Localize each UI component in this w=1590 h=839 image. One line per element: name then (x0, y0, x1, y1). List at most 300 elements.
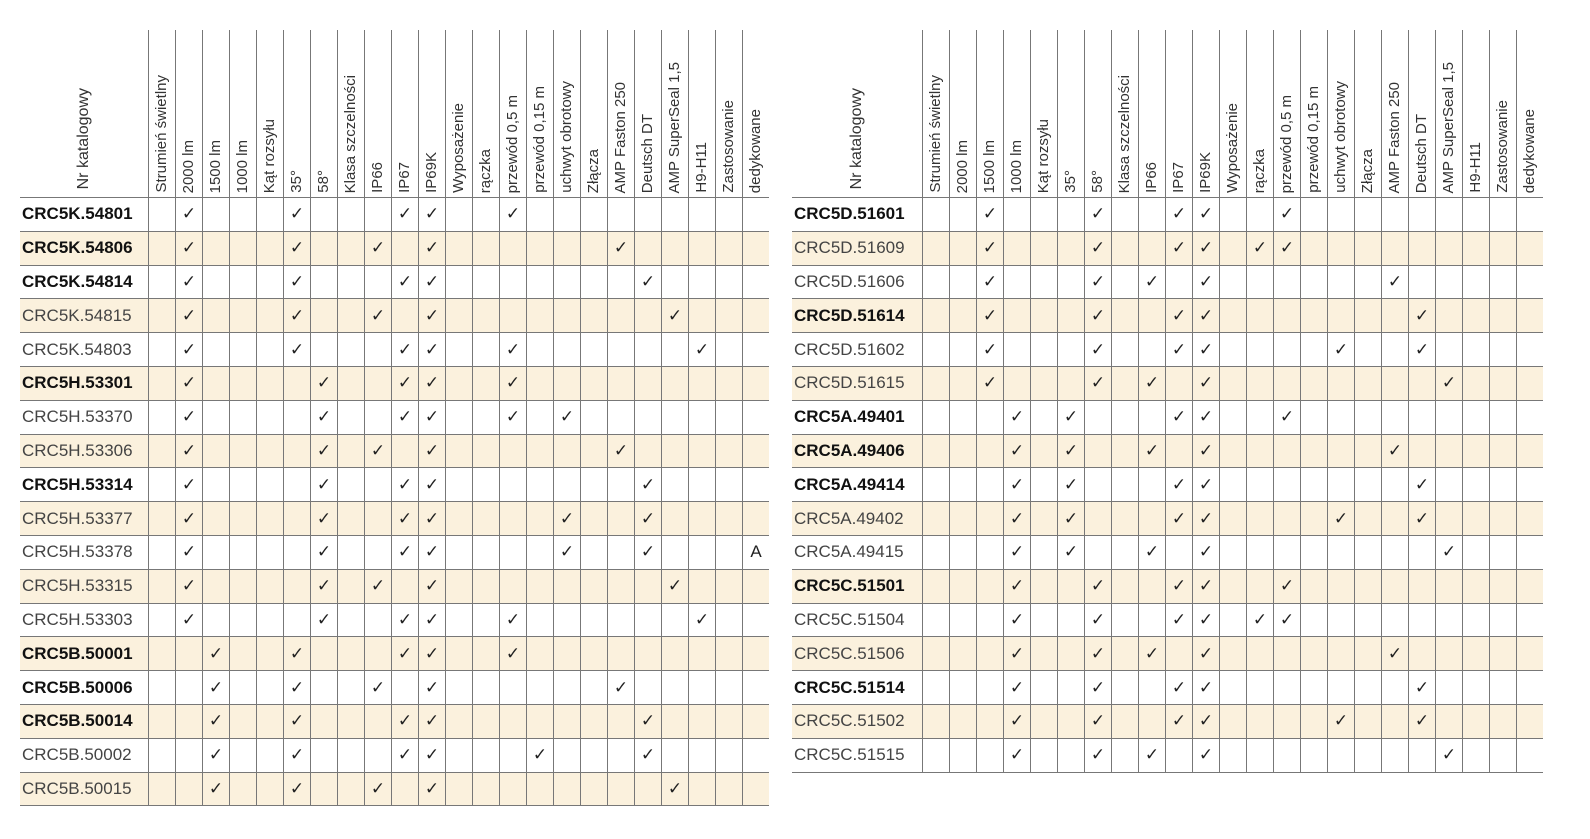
empty-cell (472, 738, 499, 772)
empty-cell (949, 535, 976, 569)
empty-cell (337, 569, 364, 603)
empty-cell (607, 400, 634, 434)
column-header (229, 30, 256, 197)
empty-cell (1327, 265, 1354, 299)
empty-cell (337, 704, 364, 738)
check-mark-58: ✓ (1084, 569, 1111, 603)
check-mark-1500-lm: ✓ (976, 265, 1003, 299)
empty-cell (976, 603, 1003, 637)
check-mark-ip66: ✓ (1138, 738, 1165, 772)
empty-cell (472, 772, 499, 806)
empty-cell (1219, 704, 1246, 738)
check-mark-przew-d-0-15-m: ✓ (526, 738, 553, 772)
empty-cell (175, 704, 202, 738)
empty-cell (1408, 366, 1435, 400)
check-mark-58: ✓ (1084, 603, 1111, 637)
empty-cell (715, 636, 742, 670)
check-mark-uchwyt-obrotowy: ✓ (1327, 704, 1354, 738)
empty-cell (607, 603, 634, 637)
table-row (792, 603, 1543, 637)
empty-cell (715, 265, 742, 299)
empty-cell (607, 636, 634, 670)
empty-cell (229, 366, 256, 400)
empty-cell (1219, 298, 1246, 332)
empty-cell (580, 569, 607, 603)
column-header-label: 35° (1062, 170, 1079, 193)
check-mark-35: ✓ (283, 772, 310, 806)
empty-cell (922, 265, 949, 299)
empty-cell (445, 603, 472, 637)
catalog-number: CRC5B.50001 (20, 636, 148, 670)
column-header-label: AMP Faston 250 (612, 81, 629, 193)
empty-cell (580, 400, 607, 434)
empty-cell (391, 569, 418, 603)
check-mark-amp-faston-250: ✓ (1381, 265, 1408, 299)
empty-cell (499, 704, 526, 738)
empty-cell (1462, 197, 1489, 231)
check-mark-ip69k: ✓ (418, 501, 445, 535)
column-header-label: Strumień świetlny (927, 75, 944, 193)
check-mark-ip69k: ✓ (418, 636, 445, 670)
empty-cell (607, 366, 634, 400)
empty-cell (1057, 636, 1084, 670)
empty-cell (1516, 535, 1543, 569)
empty-cell (1516, 197, 1543, 231)
empty-cell (499, 298, 526, 332)
empty-cell (634, 434, 661, 468)
empty-cell (949, 197, 976, 231)
empty-cell (949, 366, 976, 400)
column-header-label: Klasa szczelności (1116, 74, 1133, 193)
empty-cell (1408, 400, 1435, 434)
check-mark-1500-lm: ✓ (202, 738, 229, 772)
empty-cell (148, 231, 175, 265)
check-mark-przew-d-0-5-m: ✓ (499, 197, 526, 231)
catalog-number: CRC5H.53303 (20, 603, 148, 637)
empty-cell (1408, 738, 1435, 772)
empty-cell (229, 704, 256, 738)
empty-cell (1489, 332, 1516, 366)
check-mark-ip66: ✓ (364, 569, 391, 603)
column-header-label: uchwyt obrotowy (558, 81, 575, 193)
empty-cell (661, 197, 688, 231)
table-row (20, 231, 769, 265)
empty-cell (634, 569, 661, 603)
empty-cell (949, 298, 976, 332)
empty-cell (310, 738, 337, 772)
check-mark-przew-d-0-5-m: ✓ (1273, 231, 1300, 265)
empty-cell (364, 366, 391, 400)
empty-cell (472, 400, 499, 434)
column-header-label: rączka (477, 148, 494, 193)
table-row (792, 400, 1543, 434)
column-header-label: przewód 0,15 m (1305, 86, 1322, 193)
table-row (792, 265, 1543, 299)
empty-cell (742, 501, 769, 535)
column-header-label: AMP SuperSeal 1,5 (666, 61, 683, 193)
empty-cell (1462, 738, 1489, 772)
empty-cell (1381, 366, 1408, 400)
catalog-number: CRC5K.54815 (20, 298, 148, 332)
empty-cell (922, 434, 949, 468)
empty-cell (949, 467, 976, 501)
empty-cell (1057, 332, 1084, 366)
column-header (472, 30, 499, 197)
check-mark-ip69k: ✓ (418, 467, 445, 501)
empty-cell (1516, 400, 1543, 434)
empty-cell (634, 298, 661, 332)
column-header-label: Deutsch DT (639, 113, 656, 193)
empty-cell (1381, 535, 1408, 569)
empty-cell (1246, 265, 1273, 299)
check-mark-ip67: ✓ (391, 366, 418, 400)
empty-cell (580, 231, 607, 265)
empty-cell (283, 569, 310, 603)
check-mark-1000-lm: ✓ (1003, 535, 1030, 569)
empty-cell (742, 197, 769, 231)
empty-cell (1111, 636, 1138, 670)
empty-cell (256, 569, 283, 603)
empty-cell (607, 738, 634, 772)
check-mark-ip69k: ✓ (1192, 366, 1219, 400)
empty-cell (1219, 197, 1246, 231)
column-header (1057, 30, 1084, 197)
empty-cell (1030, 535, 1057, 569)
empty-cell (1030, 569, 1057, 603)
empty-cell (1273, 670, 1300, 704)
empty-cell (634, 636, 661, 670)
empty-cell (1327, 535, 1354, 569)
empty-cell (607, 704, 634, 738)
empty-cell (256, 535, 283, 569)
check-mark-ip67: ✓ (391, 636, 418, 670)
empty-cell (1300, 231, 1327, 265)
column-header (922, 30, 949, 197)
check-mark-58: ✓ (1084, 366, 1111, 400)
empty-cell (1246, 298, 1273, 332)
empty-cell (1246, 569, 1273, 603)
empty-cell (1435, 332, 1462, 366)
empty-cell (688, 535, 715, 569)
empty-cell (634, 400, 661, 434)
empty-cell (499, 231, 526, 265)
empty-cell (256, 467, 283, 501)
empty-cell (1003, 332, 1030, 366)
check-mark-1500-lm: ✓ (202, 636, 229, 670)
check-mark-ip69k: ✓ (1192, 400, 1219, 434)
empty-cell (1003, 366, 1030, 400)
check-mark-ip66: ✓ (1138, 434, 1165, 468)
empty-cell (1516, 636, 1543, 670)
empty-cell (688, 366, 715, 400)
check-mark-58: ✓ (310, 366, 337, 400)
empty-cell (1354, 434, 1381, 468)
empty-cell (310, 231, 337, 265)
check-mark-58: ✓ (1084, 265, 1111, 299)
empty-cell (1030, 636, 1057, 670)
product-table-left (20, 30, 769, 806)
empty-cell (1273, 366, 1300, 400)
empty-cell (1138, 400, 1165, 434)
empty-cell (283, 467, 310, 501)
check-mark-1000-lm: ✓ (1003, 670, 1030, 704)
empty-cell (337, 265, 364, 299)
empty-cell (1408, 569, 1435, 603)
empty-cell (715, 670, 742, 704)
column-header (949, 30, 976, 197)
empty-cell (949, 501, 976, 535)
empty-cell (229, 603, 256, 637)
check-mark-1000-lm: ✓ (1003, 569, 1030, 603)
empty-cell (526, 366, 553, 400)
empty-cell (256, 434, 283, 468)
empty-cell (1354, 231, 1381, 265)
empty-cell (1273, 265, 1300, 299)
table-bottom-border (792, 772, 1543, 773)
check-mark-58: ✓ (310, 501, 337, 535)
column-header-label: AMP Faston 250 (1386, 81, 1403, 193)
empty-cell (1462, 400, 1489, 434)
empty-cell (1381, 603, 1408, 637)
empty-cell (1111, 535, 1138, 569)
empty-cell (1219, 332, 1246, 366)
empty-cell (1381, 738, 1408, 772)
empty-cell (256, 197, 283, 231)
empty-cell (337, 231, 364, 265)
empty-cell (1273, 501, 1300, 535)
check-mark-ip69k: ✓ (418, 298, 445, 332)
empty-cell (1462, 569, 1489, 603)
empty-cell (1327, 467, 1354, 501)
empty-cell (688, 569, 715, 603)
check-mark-ip69k: ✓ (418, 603, 445, 637)
empty-cell (472, 231, 499, 265)
catalog-number: CRC5C.51515 (792, 738, 922, 772)
empty-cell (1408, 434, 1435, 468)
empty-cell (1300, 636, 1327, 670)
empty-cell (1408, 535, 1435, 569)
column-header (445, 30, 472, 197)
check-mark-1000-lm: ✓ (1003, 603, 1030, 637)
empty-cell (688, 197, 715, 231)
empty-cell (1057, 265, 1084, 299)
empty-cell (580, 298, 607, 332)
empty-cell (445, 704, 472, 738)
empty-cell (337, 738, 364, 772)
empty-cell (661, 535, 688, 569)
catalog-number: CRC5B.50014 (20, 704, 148, 738)
empty-cell (337, 197, 364, 231)
catalog-number: CRC5A.49415 (792, 535, 922, 569)
check-mark-35: ✓ (1057, 467, 1084, 501)
empty-cell (310, 265, 337, 299)
empty-cell (202, 569, 229, 603)
column-header-label: 2000 lm (954, 139, 971, 193)
empty-cell (634, 366, 661, 400)
check-mark-deutsch-dt: ✓ (634, 738, 661, 772)
empty-cell (1219, 738, 1246, 772)
check-mark-58: ✓ (1084, 636, 1111, 670)
empty-cell (1300, 298, 1327, 332)
empty-cell (337, 434, 364, 468)
check-mark-1500-lm: ✓ (202, 670, 229, 704)
column-header (310, 30, 337, 197)
empty-cell (1516, 467, 1543, 501)
empty-cell (1327, 603, 1354, 637)
empty-cell (1057, 738, 1084, 772)
empty-cell (553, 434, 580, 468)
table-row (792, 535, 1543, 569)
empty-cell (949, 704, 976, 738)
check-mark-58: ✓ (1084, 231, 1111, 265)
check-mark-2000-lm: ✓ (175, 332, 202, 366)
empty-cell (1408, 197, 1435, 231)
check-mark-ip69k: ✓ (1192, 501, 1219, 535)
empty-cell (256, 265, 283, 299)
catalog-number: CRC5D.51609 (792, 231, 922, 265)
column-header (1165, 30, 1192, 197)
check-mark-58: ✓ (310, 467, 337, 501)
catalog-number: CRC5C.51501 (792, 569, 922, 603)
column-header (607, 30, 634, 197)
check-mark-deutsch-dt: ✓ (634, 501, 661, 535)
empty-cell (553, 231, 580, 265)
empty-cell (553, 467, 580, 501)
check-mark-ip69k: ✓ (418, 197, 445, 231)
column-header (391, 30, 418, 197)
empty-cell (229, 298, 256, 332)
empty-cell (715, 535, 742, 569)
empty-cell (229, 197, 256, 231)
check-mark-35: ✓ (283, 298, 310, 332)
empty-cell (715, 197, 742, 231)
empty-cell (661, 467, 688, 501)
empty-cell (1057, 366, 1084, 400)
empty-cell (391, 231, 418, 265)
empty-cell (1435, 704, 1462, 738)
empty-cell (1111, 197, 1138, 231)
empty-cell (1165, 265, 1192, 299)
empty-cell (1327, 400, 1354, 434)
catalog-number: CRC5H.53378 (20, 535, 148, 569)
empty-cell (715, 772, 742, 806)
empty-cell (1300, 265, 1327, 299)
column-header (1381, 30, 1408, 197)
check-mark-przew-d-0-5-m: ✓ (1273, 197, 1300, 231)
empty-cell (202, 197, 229, 231)
empty-cell (922, 298, 949, 332)
empty-cell (1516, 569, 1543, 603)
empty-cell (472, 636, 499, 670)
check-mark-ip67: ✓ (1165, 603, 1192, 637)
catalog-number: CRC5D.51602 (792, 332, 922, 366)
empty-cell (526, 298, 553, 332)
check-mark-deutsch-dt: ✓ (1408, 298, 1435, 332)
empty-cell (283, 603, 310, 637)
empty-cell (1327, 298, 1354, 332)
check-mark-amp-superseal-1-5: ✓ (661, 772, 688, 806)
check-mark-ip69k: ✓ (1192, 603, 1219, 637)
empty-cell (688, 738, 715, 772)
empty-cell (949, 670, 976, 704)
empty-cell (1489, 467, 1516, 501)
empty-cell (364, 501, 391, 535)
empty-cell (1138, 332, 1165, 366)
empty-cell (688, 400, 715, 434)
empty-cell (1246, 332, 1273, 366)
empty-cell (1462, 231, 1489, 265)
empty-cell (337, 535, 364, 569)
check-mark-ip66: ✓ (364, 434, 391, 468)
column-header-label: rączka (1251, 148, 1268, 193)
empty-cell (661, 400, 688, 434)
column-header-label: 1000 lm (1008, 139, 1025, 193)
empty-cell (499, 501, 526, 535)
column-header-label: przewód 0,5 m (504, 94, 521, 193)
empty-cell (526, 400, 553, 434)
check-mark-35: ✓ (283, 738, 310, 772)
check-mark-deutsch-dt: ✓ (1408, 704, 1435, 738)
check-mark-ip66: ✓ (1138, 535, 1165, 569)
empty-cell (1219, 636, 1246, 670)
check-mark-ip67: ✓ (391, 535, 418, 569)
check-mark-deutsch-dt: ✓ (634, 704, 661, 738)
empty-cell (1381, 400, 1408, 434)
empty-cell (175, 772, 202, 806)
empty-cell (364, 332, 391, 366)
check-mark-1000-lm: ✓ (1003, 704, 1030, 738)
empty-cell (688, 467, 715, 501)
empty-cell (1435, 603, 1462, 637)
empty-cell (310, 772, 337, 806)
empty-cell (1516, 670, 1543, 704)
table-row (792, 670, 1543, 704)
check-mark-1500-lm: ✓ (976, 366, 1003, 400)
catalog-number: CRC5B.50015 (20, 772, 148, 806)
empty-cell (742, 636, 769, 670)
empty-cell (229, 738, 256, 772)
empty-cell (742, 298, 769, 332)
table-row (20, 704, 769, 738)
check-mark-2000-lm: ✓ (175, 569, 202, 603)
empty-cell (337, 467, 364, 501)
empty-cell (391, 298, 418, 332)
empty-cell (445, 332, 472, 366)
empty-cell (499, 265, 526, 299)
empty-cell (1327, 434, 1354, 468)
column-header-label: 1000 lm (234, 139, 251, 193)
empty-cell (1219, 265, 1246, 299)
check-mark-r-czka: ✓ (1246, 603, 1273, 637)
empty-cell (256, 298, 283, 332)
empty-cell (1246, 434, 1273, 468)
header-row (792, 30, 1543, 197)
empty-cell (661, 636, 688, 670)
empty-cell (526, 231, 553, 265)
empty-cell (553, 704, 580, 738)
empty-cell (715, 231, 742, 265)
column-header-label: 35° (288, 170, 305, 193)
catalog-number: CRC5C.51514 (792, 670, 922, 704)
empty-cell (580, 772, 607, 806)
empty-cell (742, 569, 769, 603)
check-mark-deutsch-dt: ✓ (634, 535, 661, 569)
empty-cell (1381, 501, 1408, 535)
column-header (580, 30, 607, 197)
empty-cell (1489, 603, 1516, 637)
empty-cell (1219, 501, 1246, 535)
empty-cell (922, 231, 949, 265)
